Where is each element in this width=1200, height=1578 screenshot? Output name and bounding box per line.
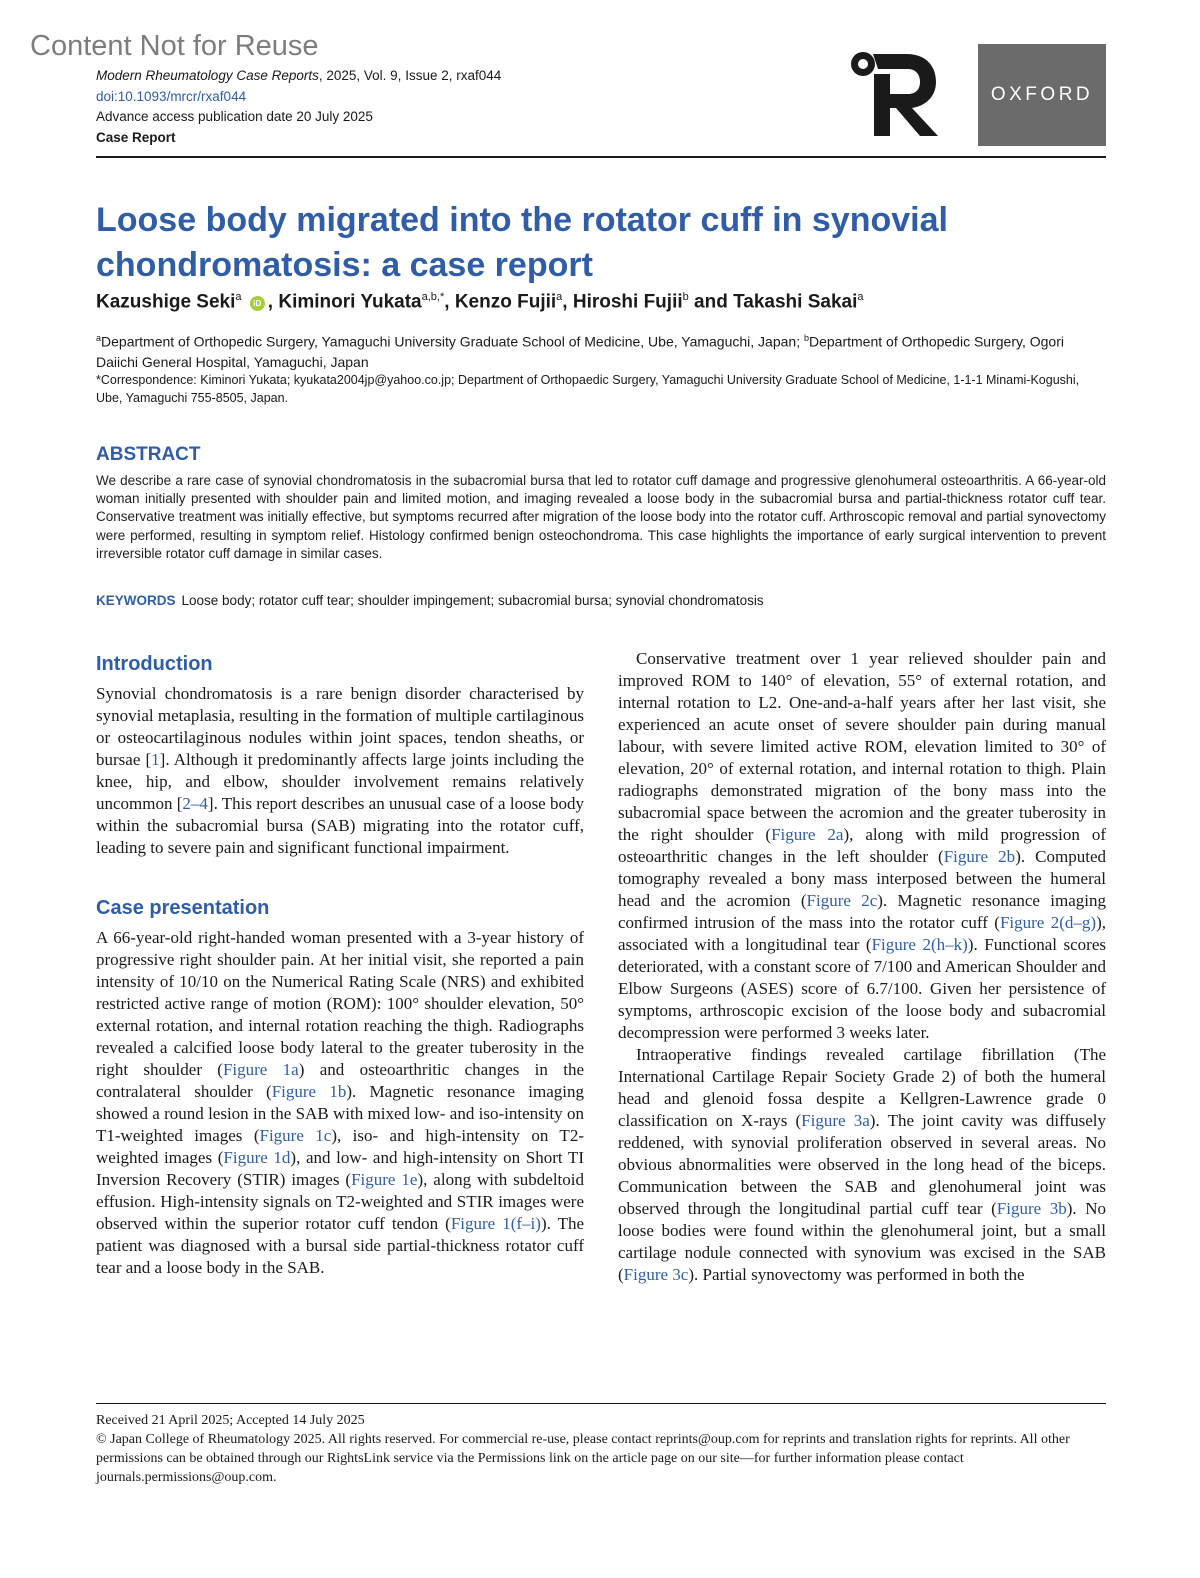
body-text: ). Computed tomography revealed a bony mass interposed between the humeral head and the acromion (	[618, 847, 1106, 910]
body-text: ]. This report describes an unusual case of a loose body within the subacromial bursa (SAB) migrating into the rotator cuff, leading to severe pain and significant functional impairment.	[96, 794, 584, 857]
author-list: Kazushige Seki$^a$ iD , Kiminori Yukata$^{a,b,*}$, Kenzo Fujii$^a$, Hiroshi Fujii$^b$ and Takashi Sakai$^a$	[96, 291, 864, 313]
copyright-notice: © Japan College of Rheumatology 2025. All rights reserved. For commercial re-use, please contact reprints@oup.com for reprints and translation rights for reprints. All other permissions can be obtained through our RightsLink service via the Permissions link on the article page on our site—for further information please contact journals.permissions@oup.com.	[96, 1432, 1070, 1485]
article-type: Case Report	[96, 129, 176, 145]
body-text: ) and osteoarthritic changes in the contralateral shoulder (	[96, 1060, 584, 1101]
journal-meta	[96, 66, 501, 148]
affiliation-mark: a	[96, 333, 102, 343]
access-date: Advance access publication date 20 July 2025	[96, 109, 373, 124]
journal-name: Modern Rheumatology Case Reports	[96, 68, 319, 83]
correspondence: *Correspondence: Kiminori Yukata; kyukata2004jp@yahoo.co.jp; Department of Orthopaedic Surgery, Yamaguchi University Graduate School of Medicine, 1-1-1 Minami-Kogushi, Ube, Yamaguchi 755-8505, Japan.	[96, 373, 1080, 405]
case-paragraph	[96, 927, 584, 1279]
body-text: ), along with subdeltoid effusion. High-intensity signals on T2-weighted and STIR images were observed within the superior rotator cuff tendon (	[96, 1170, 584, 1233]
body-paragraph	[618, 648, 1106, 1044]
body-text: ). No loose bodies were found within the glenohumeral joint, but a small cartilage nodule connected with synovium was excised in the SAB (	[618, 1199, 1106, 1284]
author-affiliation-mark: b	[682, 291, 689, 303]
reference-link[interactable]: Figure 1b	[271, 1082, 347, 1101]
body-text: ), along with mild progression of osteoarthritic changes in the left shoulder (	[618, 825, 1106, 866]
author-name[interactable]: Hiroshi Fujii	[572, 291, 683, 313]
reference-link[interactable]: 2–4	[182, 794, 208, 813]
article-title: Loose body migrated into the rotator cuff in synovial chondromatosis: a case report	[96, 201, 948, 284]
reference-link[interactable]: Figure 3c	[623, 1265, 689, 1284]
body-text: ). The joint cavity was diffusely reddened, with synovial proliferation observed in several areas. No obvious abnormalities were observed in the long head of the biceps. Communication between the SAB and glenohumeral joint was observed through the longitudinal partial cuff tear (	[618, 1111, 1106, 1218]
keywords	[96, 593, 1106, 608]
body-text: ]. Although it predominantly affects large joints including the knee, hip, and elbow, shoulder involvement remains relatively uncommon [	[96, 750, 584, 813]
author-name[interactable]: Takashi Sakai	[733, 291, 858, 313]
journal-citation	[96, 66, 501, 87]
left-column	[96, 651, 584, 1279]
abstract-text: We describe a rare case of synovial chondromatosis in the subacromial bursa that led to rotator cuff damage and progressive glenohumeral osteoarthritis. A 66-year-old woman initially presented with shoulder pain and limited motion, and imaging revealed a loose body in the subacromial bursa and partial-thickness rotator cuff tear. Conservative treatment was initially effective, but symptoms recurred after migration of the loose body into the rotator cuff. Arthroscopic removal and partial synovectomy were performed, resulting in symptom relief. Histology confirmed benign osteochondroma. This case highlights the importance of early surgical intervention to prevent irreversible rotator cuff damage in similar cases.	[96, 473, 1106, 561]
section-heading-introduction: Introduction	[96, 653, 213, 675]
reference-link[interactable]: Figure 2b	[943, 847, 1016, 866]
keywords-label: KEYWORDS	[96, 593, 176, 608]
reference-link[interactable]: Figure 2(d–g)	[999, 913, 1097, 932]
footer-rule	[96, 1403, 1106, 1404]
oxford-logo: OXFORD	[978, 44, 1106, 146]
author-name[interactable]: Kazushige Seki	[96, 291, 236, 313]
introduction-paragraph	[96, 683, 584, 859]
right-column	[618, 648, 1106, 1286]
header-rule	[96, 156, 1106, 158]
body-text: ). Magnetic resonance imaging confirmed intrusion of the mass into the rotator cuff (	[618, 891, 1106, 932]
section-heading-case-presentation: Case presentation	[96, 897, 270, 919]
body-text: ). The patient was diagnosed with a bursal side partial-thickness rotator cuff tear and a loose body in the SAB.	[96, 1214, 585, 1277]
abstract-heading: ABSTRACT	[96, 444, 201, 465]
journal-r-logo	[848, 44, 948, 144]
reference-link[interactable]: Figure 3a	[801, 1111, 870, 1130]
body-text: A 66-year-old right-handed woman presented with a 3-year history of progressive right shoulder pain. At her initial visit, she reported a pain intensity of 10/10 on the Numerical Rating Scale (NRS) and exhibited restricted active range of motion (ROM): 100° shoulder elevation, 50° external rotation, and internal rotation reaching the thigh. Radiographs revealed a calcified loose body lateral to the greater tuberosity in the right shoulder (	[96, 928, 584, 1079]
keywords-text: Loose body; rotator cuff tear; shoulder impingement; subacromial bursa; synovial chondromatosis	[181, 593, 764, 608]
body-paragraph	[618, 1044, 1106, 1286]
reference-link[interactable]: Figure 1e	[351, 1170, 418, 1189]
watermark: Content Not for Reuse	[30, 30, 319, 62]
received-dates: Received 21 April 2025; Accepted 14 July 2025	[96, 1413, 365, 1428]
body-text: ), and low- and high-intensity on Short TI Inversion Recovery (STIR) images (	[96, 1148, 584, 1189]
footer	[96, 1411, 1106, 1487]
author-affiliation-mark: a	[556, 291, 563, 303]
author-affiliation-mark: a	[235, 291, 242, 303]
affiliation-b: Department of Orthopedic Surgery, Ogori Daiichi General Hospital, Yamaguchi, Japan	[96, 333, 1064, 370]
doi-link[interactable]: doi:10.1093/mrcr/rxaf044	[96, 88, 247, 104]
body-text: ), associated with a longitudinal tear (	[618, 913, 1106, 954]
body-text: ). Partial synovectomy was performed in both the	[688, 1265, 1025, 1284]
body-text: Conservative treatment over 1 year relieved shoulder pain and improved ROM to 140° of elevation, 55° of external rotation, and internal rotation to L2. One-and-a-half years after her last visit, she experienced an acute onset of severe shoulder pain during manual labour, with severe limited active ROM, elevation limited to 30° of elevation, 20° of external rotation, and internal rotation to thigh. Plain radiographs demonstrated migration of the bony mass into the subacromial space between the acromion and the greater tuberosity in the right shoulder (	[618, 649, 1106, 844]
reference-link[interactable]: Figure 2(h–k)	[871, 935, 968, 954]
reference-link[interactable]: Figure 1a	[222, 1060, 299, 1079]
orcid-icon[interactable]: iD	[250, 296, 265, 311]
author-affiliation-mark: a	[857, 291, 864, 303]
body-text: ), iso- and high-intensity on T2-weighted images (	[96, 1126, 584, 1167]
affiliations	[96, 328, 1106, 372]
reference-link[interactable]: Figure 1(f–i)	[450, 1214, 541, 1233]
body-text: ). Magnetic resonance imaging showed a round lesion in the SAB with mixed low- and iso-intensity on T1-weighted images (	[96, 1082, 584, 1145]
reference-link[interactable]: Figure 2a	[771, 825, 844, 844]
reference-link[interactable]: Figure 1c	[259, 1126, 332, 1145]
reference-link[interactable]: 1	[151, 750, 160, 769]
affiliation-a: Department of Orthopedic Surgery, Yamaguchi University Graduate School of Medicine, Ube, Yamaguchi, Japan;	[101, 333, 804, 350]
body-text: ). Functional scores deteriorated, with a constant score of 7/100 and American Shoulder and Elbow Surgeons (ASES) score of 6.7/100. Given her persistence of symptoms, arthroscopic excision of the loose body and subacromial decompression were performed 3 weeks later.	[618, 935, 1106, 1042]
body-text: Intraoperative findings revealed cartilage fibrillation (The International Cartilage Repair Society Grade 2) of both the humeral head and glenoid fossa despite a Kellgren-Lawrence grade 0 classification on X-rays (	[618, 1045, 1106, 1130]
journal-volume: , 2025, Vol. 9, Issue 2, rxaf044	[318, 68, 502, 83]
reference-link[interactable]: Figure 3b	[996, 1199, 1067, 1218]
reference-link[interactable]: Figure 1d	[223, 1148, 291, 1167]
affiliation-mark: b	[803, 333, 809, 343]
body-text: Synovial chondromatosis is a rare benign disorder characterised by synovial metaplasia, resulting in the formation of multiple cartilaginous or osteocartilaginous nodules within joint spaces, tendon sheaths, or bursae [	[96, 684, 584, 769]
author-name[interactable]: Kenzo Fujii	[454, 291, 557, 313]
author-name[interactable]: Kiminori Yukata	[278, 291, 422, 313]
author-affiliation-mark: a,b,*	[421, 291, 445, 303]
reference-link[interactable]: Figure 2c	[806, 891, 878, 910]
